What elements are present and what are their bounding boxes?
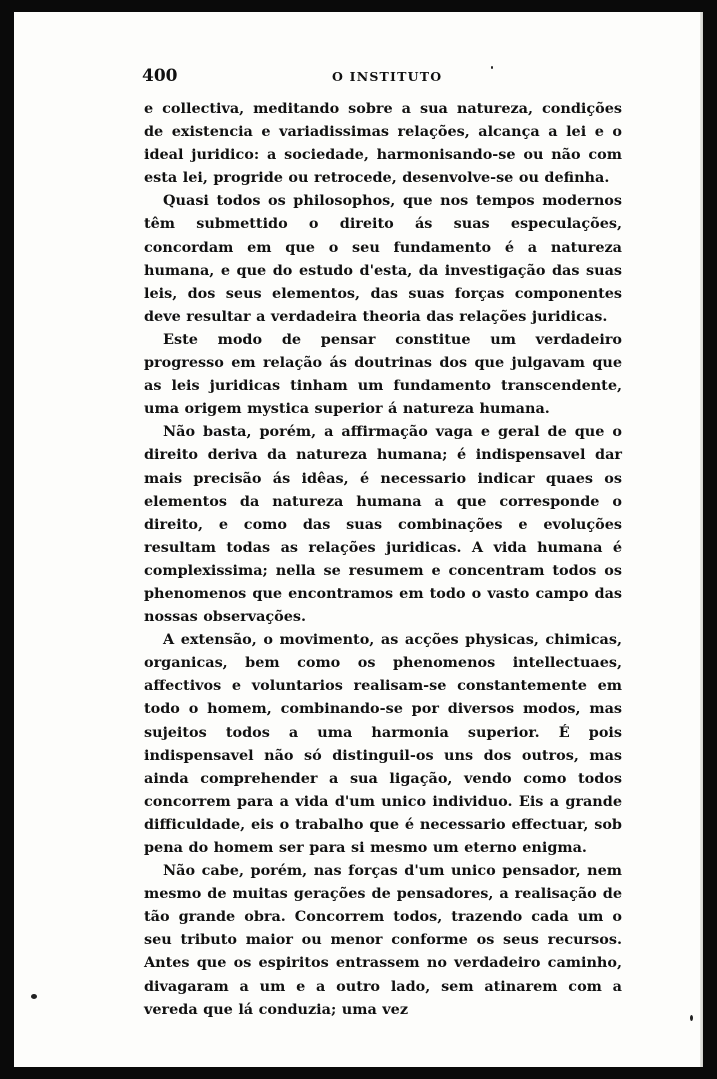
running-title: O INSTITUTO <box>332 69 443 84</box>
paragraph-nao-cabe: Não cabe, porém, nas forças d'um unico pensador, nem mesmo de muitas gerações de pensadores, a realisação de tão grande obra. Concorrem todos, trazendo cada um o seu tributo maior ou menor conforme os seus recursos. Antes que os espiritos entrassem no verdadeiro caminho, divagaram a um e a outro lado, sem atinarem com a vereda que lá conduzia; uma vez <box>144 862 622 1018</box>
scanned-page <box>14 12 703 1067</box>
paragraph-extensao: A extensão, o movimento, as acções physicas, chimicas, organicas, bem como os phenomenos intellectuaes, affectivos e voluntarios realisam-se constantemente em todo o homem, combinando-se por diversos modos, mas sujeitos todos a uma harmonia superior. É pois indispensavel não só distinguil-os uns dos outros, mas ainda comprehender a sua ligação, vendo como todos concorrem para a vida d'um unico individuo. Eis a grande difficuldade, eis o trabalho que é necessario effectuar, sob pena do homem ser para si mesmo um eterno enigma. <box>144 631 622 856</box>
page-number: 400 <box>142 66 178 86</box>
paragraph-philosophos: Quasi todos os philosophos, que nos tempos modernos têm submettido o direito ás suas especulações, concordam em que o seu fundamento é a natureza humana, e que do estudo d'esta, da investigação das suas leis, dos seus elementos, das suas forças componentes deve resultar a verdadeira theoria das relações juridicas. <box>144 192 622 325</box>
page-edge-shadow <box>700 12 703 1067</box>
paragraph-continuation: e collectiva, meditando sobre a sua natureza, condições de existencia e variadissimas relações, alcança a lei e o ideal juridico: a sociedade, harmonisando-se ou não com esta lei, progride ou retrocede, desenvolve-se ou definha. <box>144 100 622 187</box>
ink-speck <box>491 66 493 69</box>
page-header <box>142 66 620 92</box>
paragraph-modo-de-pensar: Este modo de pensar constitue um verdadeiro progresso em relação ás doutrinas dos que julgavam que as leis juridicas tinham um fundamento transcendente, uma origem mystica superior á natureza humana. <box>144 330 622 418</box>
paragraph-nao-basta: Não basta, porém, a affirmação vaga e geral de que o direito deriva da natureza humana; é indispensavel dar mais precisão ás idêas, é necessario indicar quaes os elementos da natureza humana a que corresponde o direito, e como das suas combinações e evoluções resultam todas as relações juridicas. A vida humana é complexissima; nella se resumem e concentram todos os phenomenos que encontramos em todo o vasto campo das nossas observações. <box>144 423 622 626</box>
body-text <box>144 97 622 1021</box>
ink-speck <box>690 1015 693 1021</box>
ink-speck <box>31 994 37 999</box>
